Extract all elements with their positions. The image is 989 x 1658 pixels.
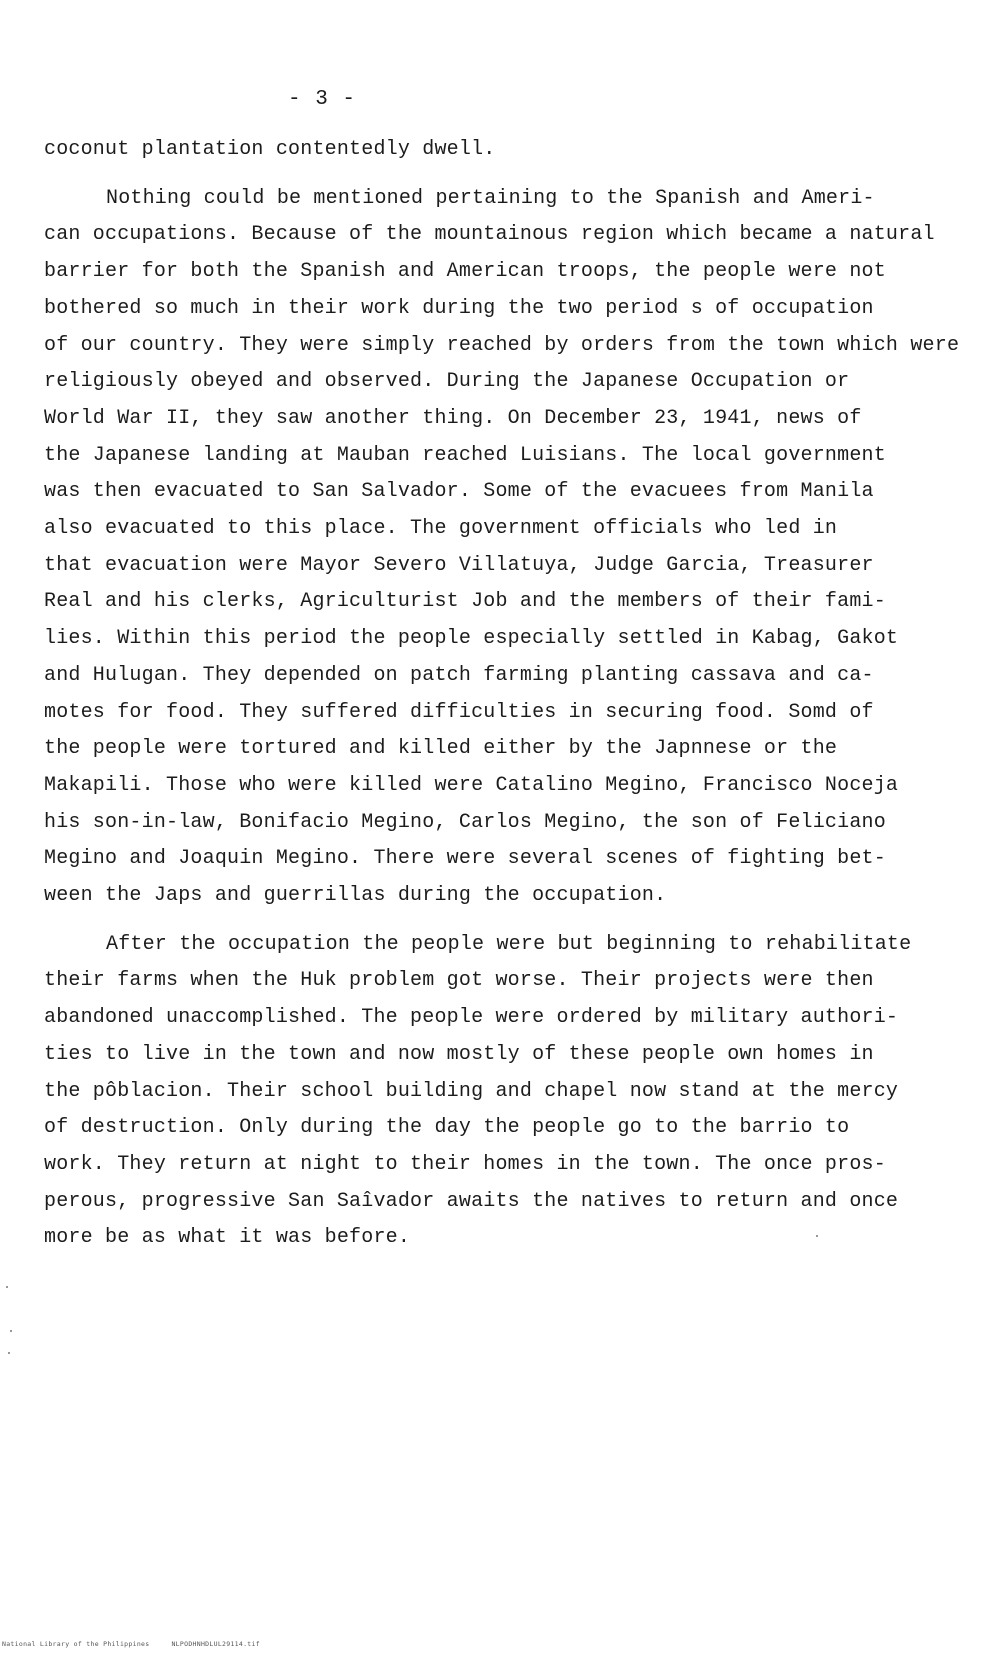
- paragraph: [44, 181, 959, 915]
- text-line: of destruction. Only during the day the people go to the barrio to: [44, 1116, 850, 1140]
- text-line: ties to live in the town and now mostly of these people own homes in: [44, 1042, 874, 1066]
- text-line: that evacuation were Mayor Severo Villatuya, Judge Garcia, Treasurer: [44, 553, 874, 577]
- text-line: bothered so much in their work during the two period s of occupation: [44, 296, 874, 320]
- text-line: motes for food. They suffered difficulties in securing food. Somd of: [44, 700, 874, 724]
- text-line: their farms when the Huk problem got worse. Their projects were then: [44, 969, 874, 993]
- text-line: Megino and Joaquin Megino. There were several scenes of fighting bet-: [44, 847, 886, 871]
- text-line: lies. Within this period the people especially settled in Kabag, Gakot: [44, 627, 899, 651]
- page-number: - 3 -: [288, 88, 357, 111]
- text-line: Makapili. Those who were killed were Catalino Megino, Francisco Noceja: [44, 773, 899, 797]
- text-line: the Japanese landing at Mauban reached Luisians. The local government: [44, 443, 886, 467]
- archive-footer: [2, 1640, 260, 1648]
- text-line: can occupations. Because of the mountainous region which became a natural: [44, 223, 935, 247]
- text-line: abandoned unaccomplished. The people were ordered by military authori-: [44, 1006, 899, 1030]
- text-line: was then evacuated to San Salvador. Some of the evacuees from Manila: [44, 480, 874, 504]
- text-line: the people were tortured and killed either by the Japnnese or the: [44, 737, 838, 761]
- text-line: religiously obeyed and observed. During the Japanese Occupation or: [44, 370, 850, 394]
- text-line: the pôblacion. Their school building and chapel now stand at the mercy: [44, 1079, 899, 1103]
- scan-speck: [816, 1235, 818, 1237]
- text-line: more be as what it was before.: [44, 1226, 411, 1250]
- paragraph: [44, 132, 959, 169]
- text-line: his son-in-law, Bonifacio Megino, Carlos Megino, the son of Feliciano: [44, 810, 886, 834]
- text-line: and Hulugan. They depended on patch farming planting cassava and ca-: [44, 663, 874, 687]
- text-line: coconut plantation contentedly dwell.: [44, 138, 496, 161]
- footer-archive-name: National Library of the Philippines: [2, 1640, 150, 1648]
- scan-speck: [10, 1330, 12, 1332]
- paragraph: [44, 927, 959, 1257]
- paragraph-gap: [44, 169, 959, 181]
- text-line: After the occupation the people were but beginning to rehabilitate: [106, 932, 912, 956]
- text-line: work. They return at night to their homes in the town. The once pros-: [44, 1152, 886, 1176]
- text-line: barrier for both the Spanish and American troops, the people were not: [44, 260, 886, 284]
- footer-file-name: NLPODHNHDLUL29114.tif: [171, 1640, 260, 1648]
- paragraph-gap: [44, 915, 959, 927]
- scan-speck: [8, 1352, 10, 1354]
- text-line: perous, progressive San Saîvador awaits the natives to return and once: [44, 1189, 899, 1213]
- scan-speck: [6, 1286, 8, 1288]
- text-line: Real and his clerks, Agriculturist Job and the members of their fami-: [44, 590, 886, 614]
- text-line: Nothing could be mentioned pertaining to the Spanish and Ameri-: [106, 186, 875, 210]
- text-line: also evacuated to this place. The government officials who led in: [44, 517, 838, 541]
- text-line: of our country. They were simply reached by orders from the town which were: [44, 333, 960, 357]
- text-line: World War II, they saw another thing. On December 23, 1941, news of: [44, 406, 862, 430]
- text-line: ween the Japs and guerrillas during the occupation.: [44, 884, 667, 908]
- document-body: [44, 132, 959, 1257]
